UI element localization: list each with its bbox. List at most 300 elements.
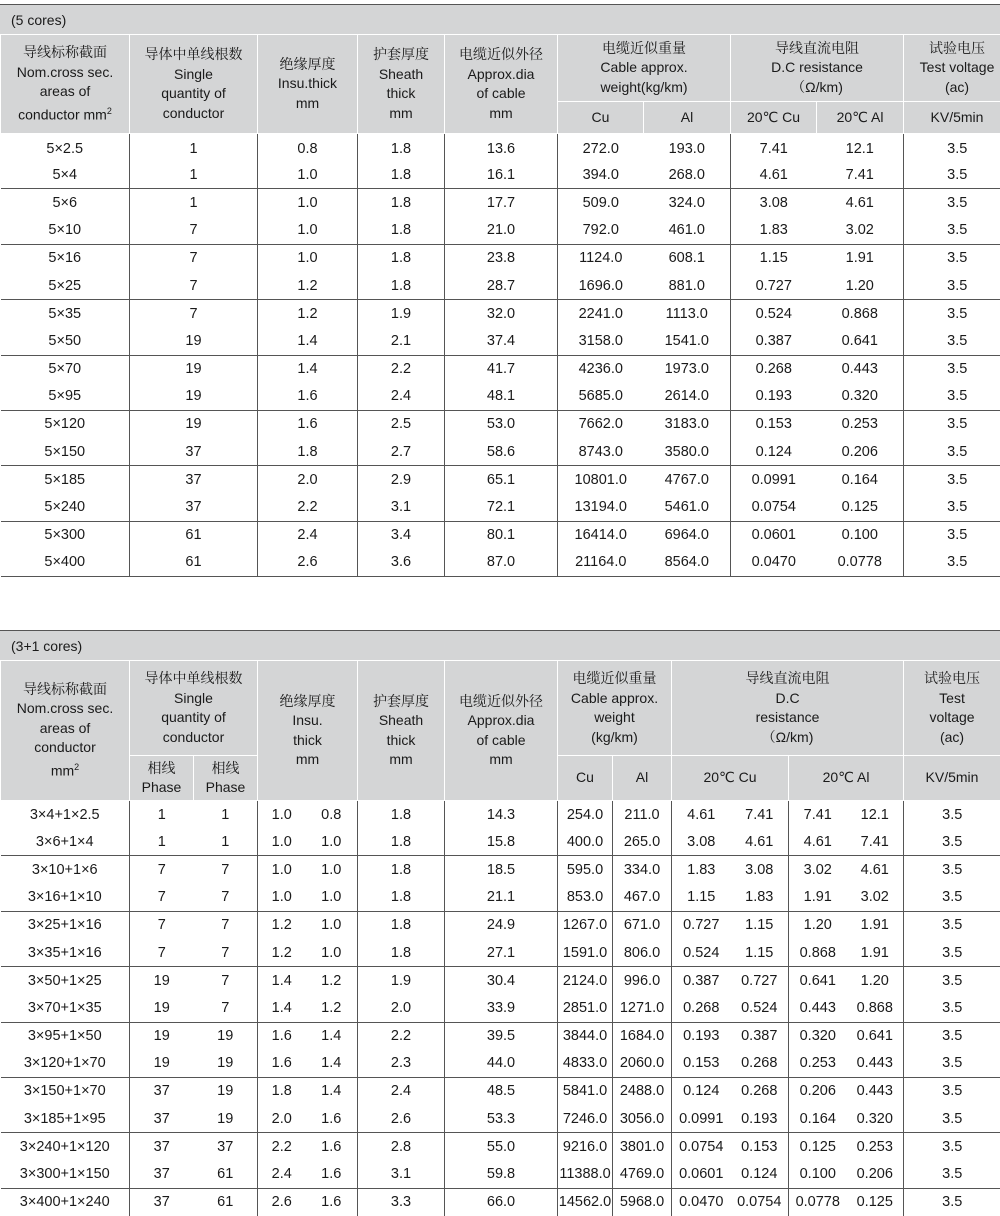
table-cell: 8743.0: [558, 438, 644, 466]
table-cell: 14.3: [445, 801, 558, 829]
table-cell: 3.5: [904, 217, 1000, 245]
table-cell: 1.4: [321, 1083, 342, 1100]
table-cell: 12.1: [845, 141, 874, 158]
table-cell: 2.0: [358, 994, 445, 1022]
table-cell: 2.5: [358, 410, 445, 438]
table-cell: 671.0: [613, 911, 672, 939]
table-cell: 37.4: [445, 327, 558, 355]
table-cell: 3.5: [904, 300, 1000, 328]
table-cell: 0.320: [789, 1022, 847, 1050]
table-cell: 1.4: [321, 1028, 342, 1045]
table-row: [1, 272, 1000, 300]
table-cell: 3.5: [904, 1160, 1000, 1188]
table-cell: 2.2: [258, 493, 358, 521]
table-cell: 3×35+1×16: [1, 939, 130, 967]
table-cell: 0.8: [258, 134, 358, 162]
table-cell: 1.6: [321, 1194, 342, 1211]
table-3plus1-cores: [0, 660, 1000, 1216]
table-cell: 0.268: [672, 994, 731, 1022]
table-cell: 1113.0: [665, 305, 708, 322]
table-row: [1, 493, 1000, 521]
table-cell: 3.5: [904, 939, 1000, 967]
table-cell: 0.0778: [817, 549, 904, 577]
table-caption: (5 cores): [0, 4, 1000, 34]
table-cell: 4236.0: [558, 355, 644, 383]
table-cell: 1.8: [358, 272, 445, 300]
table-row: [1, 217, 1000, 245]
table-cell: 1267.0: [558, 911, 613, 939]
table-row: [1, 1160, 1000, 1188]
table-cell: 3.5: [904, 493, 1000, 521]
table-cell: 7: [194, 884, 258, 912]
table-cell: 59.8: [445, 1160, 558, 1188]
table-cell: 19: [130, 327, 258, 355]
table-cell: 1.9: [358, 967, 445, 995]
table-cell: 7: [194, 939, 258, 967]
header-sheath-thickness: 护套厚度 Sheath thick mm: [358, 35, 445, 134]
table-cell: 72.1: [445, 493, 558, 521]
table-cell: 16414.0: [558, 521, 644, 549]
table-cell: 7: [130, 911, 194, 939]
table-cell: 19: [130, 967, 194, 995]
table-cell: 0.193: [672, 1022, 731, 1050]
table-cell: 0.443: [856, 1083, 893, 1100]
subheader-weight-cu: Cu: [558, 756, 613, 801]
table-cell: 7: [130, 300, 258, 328]
table-cell: 3.5: [904, 466, 1000, 494]
table-cell: 7.41: [789, 801, 847, 829]
table-row: [1, 161, 1000, 189]
table-row: [1, 134, 1000, 162]
table-cell: 3.5: [904, 1077, 1000, 1105]
table-cell: 48.5: [445, 1077, 558, 1105]
table-cell: 0.253: [789, 1050, 847, 1078]
table-cell: 24.9: [445, 911, 558, 939]
table-cell: 3.5: [904, 1133, 1000, 1161]
table-cell: 0.443: [789, 994, 847, 1022]
table-cell: 3×50+1×25: [27, 972, 102, 989]
table-cell: 0.868: [789, 939, 847, 967]
table-cell: 44.0: [445, 1050, 558, 1078]
table-cell: 1.15: [731, 939, 789, 967]
table-cell: 7246.0: [558, 1105, 613, 1133]
table-cell: 37: [217, 1138, 234, 1155]
table-cell: 193.0: [668, 141, 705, 158]
table-cell: 4833.0: [558, 1050, 613, 1078]
table-cell: 39.5: [445, 1022, 558, 1050]
table-cell: 3.5: [904, 911, 1000, 939]
table-cell: 14562.0: [558, 1188, 613, 1216]
table-cell: 1.4: [258, 355, 358, 383]
table-cell: 595.0: [558, 856, 613, 884]
table-cell: 3×25+1×16: [27, 917, 102, 934]
table-cell: 53.3: [445, 1105, 558, 1133]
table-cell: 0.0470: [672, 1188, 731, 1216]
table-cell: 7: [130, 884, 194, 912]
table-cell: 53.0: [445, 410, 558, 438]
table-cell: 0.124: [672, 1077, 731, 1105]
table-cell: 3.02: [817, 217, 904, 245]
table-row: [1, 1105, 1000, 1133]
table-cell: 0.641: [856, 1028, 893, 1045]
table-cell: 254.0: [558, 801, 613, 829]
table-cell: 0.727: [741, 972, 778, 989]
header-single-quantity: 导体中单线根数 Single quantity of conductor: [130, 35, 258, 134]
table-cell: 1.15: [731, 244, 817, 272]
table-cell: 2.1: [358, 327, 445, 355]
table-cell: 1.83: [672, 856, 731, 884]
table-cell: 211.0: [613, 801, 672, 829]
table-cell: 3.5: [904, 1105, 1000, 1133]
table-cell: 5×4: [1, 161, 130, 189]
table-cell: 1.8: [258, 438, 358, 466]
table-row: [1, 466, 1000, 494]
table-cell: 1.8: [358, 189, 445, 217]
table-cell: 5×50: [1, 327, 130, 355]
subheader-resistance-cu: 20℃ Cu: [672, 756, 789, 801]
table-cell: 5×25: [1, 272, 130, 300]
table-cell: 1.8: [358, 911, 445, 939]
table-cell: 1.20: [817, 272, 904, 300]
table-cell: 5×35: [48, 305, 82, 322]
table-cell: 0.268: [731, 1050, 789, 1078]
table-cell: 5×120: [44, 416, 86, 433]
table-cell: 18.5: [445, 856, 558, 884]
table-row: [1, 355, 1000, 383]
table-cell: 1.0: [258, 217, 358, 245]
table-row: [1, 189, 1000, 217]
table-cell: 1541.0: [644, 327, 731, 355]
table-row: [1, 828, 1000, 856]
table-cell: 7: [194, 994, 258, 1022]
table-cell: 265.0: [613, 828, 672, 856]
table-cell: 19: [217, 1028, 234, 1045]
table-cell: 2.7: [358, 438, 445, 466]
table-cell: 3×4+1×2.5: [29, 806, 100, 823]
table-cell: 5685.0: [558, 383, 644, 411]
table-cell: 3.08: [731, 189, 817, 217]
table-cell: 3.5: [904, 272, 1000, 300]
table-cell: 19: [194, 1105, 258, 1133]
table-cell: 400.0: [558, 828, 613, 856]
table-cell: 1.2: [258, 939, 306, 967]
table-cell: 3.02: [847, 884, 904, 912]
table-cell: 3056.0: [613, 1105, 672, 1133]
table-cell: 1271.0: [613, 994, 672, 1022]
table-cell: 0.268: [731, 355, 817, 383]
table-cell: 3.08: [745, 861, 774, 878]
header-dc-resistance: 导线直流电阻 D.C resistance （Ω/km): [731, 35, 904, 102]
table-cell: 2241.0: [558, 300, 644, 328]
table-cell: 58.6: [445, 438, 558, 466]
table-cell: 0.727: [672, 911, 731, 939]
table-cell: 1.2: [258, 911, 306, 939]
table-cell: 1.91: [845, 250, 874, 267]
table-cell: 7.41: [745, 806, 774, 823]
table-cell: 2.6: [258, 1188, 306, 1216]
table-cell: 7: [130, 272, 258, 300]
table-5-cores: [0, 34, 1000, 577]
table-cell: 1.0: [258, 884, 306, 912]
table-cell: 7: [130, 217, 258, 245]
table-cell: 996.0: [613, 967, 672, 995]
table-cell: 7: [130, 856, 194, 884]
table-cell: 0.153: [741, 1138, 778, 1155]
table-cell: 3801.0: [613, 1133, 672, 1161]
table-cell: 0.0991: [731, 466, 817, 494]
table-cell: 0.727: [731, 272, 817, 300]
table-cell: 1684.0: [613, 1022, 672, 1050]
table-cell: 48.1: [445, 383, 558, 411]
table-cell: 1.0: [258, 828, 306, 856]
table-cell: 7: [221, 861, 230, 878]
table-cell: 1.0: [306, 884, 358, 912]
table-cell: 1.4: [258, 327, 358, 355]
table-cell: 7: [221, 972, 230, 989]
table-cell: 1.2: [306, 994, 358, 1022]
table-cell: 0.268: [741, 1083, 778, 1100]
table-cell: 806.0: [613, 939, 672, 967]
table-cell: 2.4: [258, 521, 358, 549]
table-cell: 2.4: [358, 383, 445, 411]
table-cell: 3×300+1×150: [1, 1160, 130, 1188]
table-cell: 1: [194, 828, 258, 856]
table-cell: 1.0: [306, 939, 358, 967]
header-cable-weight: 电缆近似重量 Cable approx. weight (kg/km): [558, 661, 672, 756]
table-cell: 37: [130, 1077, 194, 1105]
table-cell: 0.193: [731, 1105, 789, 1133]
header-nom-cross-section: 导线标称截面 Nom.cross sec. areas of conductor $mm^2$: [1, 661, 130, 801]
table-cell: 0.443: [841, 361, 878, 378]
table-cell: 0.125: [856, 1194, 893, 1211]
table-cell: 4.61: [789, 828, 847, 856]
table-cell: 1.8: [358, 217, 445, 245]
table-row: [1, 884, 1000, 912]
table-cell: 1.8: [358, 801, 445, 829]
subheader-weight-cu: Cu: [558, 102, 644, 134]
table-cell: 1.8: [358, 244, 445, 272]
table-row: [1, 967, 1000, 995]
table-cell: 2.2: [358, 355, 445, 383]
table-cell: 37: [130, 1105, 194, 1133]
table-cell: 5×70: [48, 361, 82, 378]
table-cell: 1.8: [358, 134, 445, 162]
table-cell: 0.164: [789, 1105, 847, 1133]
table-cell: 0.524: [731, 300, 817, 328]
table-cell: 1.0: [321, 917, 342, 934]
table-cell: 2060.0: [613, 1050, 672, 1078]
table-cell: 1.91: [789, 884, 847, 912]
table-cell: 9216.0: [558, 1133, 613, 1161]
subheader-kv: KV/5min: [904, 756, 1000, 801]
table-5-cores-body: [1, 134, 1000, 577]
table-cell: 509.0: [558, 189, 644, 217]
table-cell: 37: [130, 438, 258, 466]
table-cell: 5×16: [48, 250, 82, 267]
table-cell: 19: [217, 1083, 234, 1100]
table-cell: 5×6: [52, 194, 78, 211]
table-cell: 21.1: [445, 884, 558, 912]
table-cell: 3.5: [904, 1022, 1000, 1050]
table-cell: 1.0: [258, 244, 358, 272]
table-cell: 0.0754: [672, 1133, 731, 1161]
table-cell: 4769.0: [613, 1160, 672, 1188]
table-cell: 1.2: [258, 300, 358, 328]
table-cell: 2614.0: [644, 383, 731, 411]
table-row: [1, 383, 1000, 411]
table-cell: 0.524: [672, 939, 731, 967]
table-cell: 0.387: [731, 327, 817, 355]
table-cell: 13194.0: [558, 493, 644, 521]
table-row: [1, 1050, 1000, 1078]
table-cell: 1.0: [258, 189, 358, 217]
table-cell: 7: [130, 939, 194, 967]
table-row: [1, 994, 1000, 1022]
table-cell: 5×185: [44, 471, 86, 488]
table-cell: 0.253: [856, 1138, 893, 1155]
table-cell: 7662.0: [558, 410, 644, 438]
header-single-quantity: 导体中单线根数 Single quantity of conductor: [130, 661, 258, 756]
table-cell: 3.5: [904, 1188, 1000, 1216]
table-cell: 13.6: [445, 134, 558, 162]
table-cell: 3.1: [358, 493, 445, 521]
table-cell: 334.0: [613, 856, 672, 884]
table-cell: 0.253: [841, 416, 878, 433]
table-cell: 3×95+1×50: [27, 1028, 102, 1045]
table-cell: 4.61: [845, 194, 874, 211]
table-cell: 3.5: [904, 438, 1000, 466]
table-cell: 1.2: [321, 972, 342, 989]
table-row: [1, 1077, 1000, 1105]
table-cell: 4.61: [731, 161, 817, 189]
table-cell: 21164.0: [558, 549, 644, 577]
table-cell: 1.6: [306, 1160, 358, 1188]
table-cell: 19: [130, 355, 258, 383]
table-cell: 0.153: [672, 1050, 731, 1078]
table-row: [1, 327, 1000, 355]
table-cell: 3580.0: [644, 438, 731, 466]
table-cell: 2851.0: [558, 994, 613, 1022]
table-cell: 0.125: [817, 493, 904, 521]
table-cell: 3×120+1×70: [1, 1050, 130, 1078]
table-row: [1, 300, 1000, 328]
table-cell: 37: [130, 1133, 194, 1161]
table-cell: 2.4: [258, 1160, 306, 1188]
table-cell: 23.8: [445, 244, 558, 272]
subheader-resistance-cu: 20℃ Cu: [731, 102, 817, 134]
table-cell: 66.0: [445, 1188, 558, 1216]
table-row: [1, 244, 1000, 272]
table-cell: 0.387: [672, 967, 731, 995]
table-cell: 1.91: [847, 939, 904, 967]
table-cell: 8564.0: [644, 549, 731, 577]
subheader-resistance-al: 20℃ Al: [789, 756, 904, 801]
table-cell: 1.8: [358, 856, 445, 884]
table-cell: 0.100: [789, 1160, 847, 1188]
table-cell: 3.08: [672, 828, 731, 856]
subheader-weight-al: Al: [644, 102, 731, 134]
table-cell: 1973.0: [664, 361, 709, 378]
header-insulation-thickness: 绝缘厚度 Insu. thick mm: [258, 661, 358, 801]
table-cell: 2.9: [358, 466, 445, 494]
table-cell: 1: [130, 801, 194, 829]
table-caption: (3+1 cores): [0, 630, 1000, 660]
table-cell: 3.5: [904, 856, 1000, 884]
table-cell: 461.0: [644, 217, 731, 245]
table-cell: 1.91: [860, 917, 889, 934]
subheader-resistance-al: 20℃ Al: [817, 102, 904, 134]
header-dc-resistance: 导线直流电阻 D.C resistance （Ω/km): [672, 661, 904, 756]
table-cell: 3.5: [904, 244, 1000, 272]
header-nom-cross-section: 导线标称截面 Nom.cross sec. areas of conductor $mm^2$: [1, 35, 130, 134]
table-cell: 0.0470: [731, 549, 817, 577]
table-cell: 1.6: [306, 1105, 358, 1133]
table-cell: 61: [130, 521, 258, 549]
table-cell: 3.5: [904, 967, 1000, 995]
table-cell: 7.41: [817, 161, 904, 189]
table-cell: 0.100: [841, 527, 878, 544]
table-cell: 3.6: [358, 549, 445, 577]
table-cell: 15.8: [445, 828, 558, 856]
table-cell: 21.0: [445, 217, 558, 245]
table-cell: 37: [130, 1160, 194, 1188]
table-cell: 10801.0: [558, 466, 644, 494]
table-cell: 3×10+1×6: [31, 861, 98, 878]
table-cell: 1: [130, 828, 194, 856]
subheader-phase-a: 相线 Phase: [130, 756, 194, 801]
table-cell: 0.124: [731, 1160, 789, 1188]
table-cell: 32.0: [445, 300, 558, 328]
table-cell: 3.5: [904, 884, 1000, 912]
table-cell: 792.0: [558, 217, 644, 245]
table-cell: 65.1: [445, 466, 558, 494]
table-cell: 19: [194, 1050, 258, 1078]
table-cell: 19: [130, 1022, 194, 1050]
header-test-voltage: 试验电压 Test voltage (ac): [904, 661, 1000, 756]
table-cell: 5×240: [1, 493, 130, 521]
table-cell: 0.443: [847, 1050, 904, 1078]
table-cell: 5968.0: [613, 1188, 672, 1216]
table-cell: 3.5: [904, 383, 1000, 411]
table-cell: 5×95: [1, 383, 130, 411]
table-cell: 1.0: [258, 856, 306, 884]
table-row: [1, 549, 1000, 577]
table-cell: 3.5: [904, 327, 1000, 355]
table-row: [1, 521, 1000, 549]
table-cell: 19: [130, 1050, 194, 1078]
table-cell: 0.0991: [672, 1105, 731, 1133]
table-cell: 2.0: [258, 1105, 306, 1133]
table-cell: 0.387: [741, 1028, 778, 1045]
table-5-cores-section: [0, 4, 1000, 577]
table-cell: 7: [221, 917, 230, 934]
table-cell: 0.153: [731, 410, 817, 438]
table-cell: 2.3: [358, 1050, 445, 1078]
table-cell: 5×10: [1, 217, 130, 245]
table-cell: 37: [130, 466, 258, 494]
table-cell: 19: [130, 994, 194, 1022]
table-cell: 0.524: [731, 994, 789, 1022]
table-cell: 3.1: [358, 1160, 445, 1188]
table-cell: 87.0: [445, 549, 558, 577]
table-cell: 268.0: [644, 161, 731, 189]
table-cell: 1.6: [321, 1138, 342, 1155]
table-cell: 1.15: [672, 884, 731, 912]
table-cell: 3183.0: [664, 416, 709, 433]
table-cell: 0.206: [847, 1160, 904, 1188]
table-row: [1, 856, 1000, 884]
table-cell: 272.0: [558, 134, 644, 162]
